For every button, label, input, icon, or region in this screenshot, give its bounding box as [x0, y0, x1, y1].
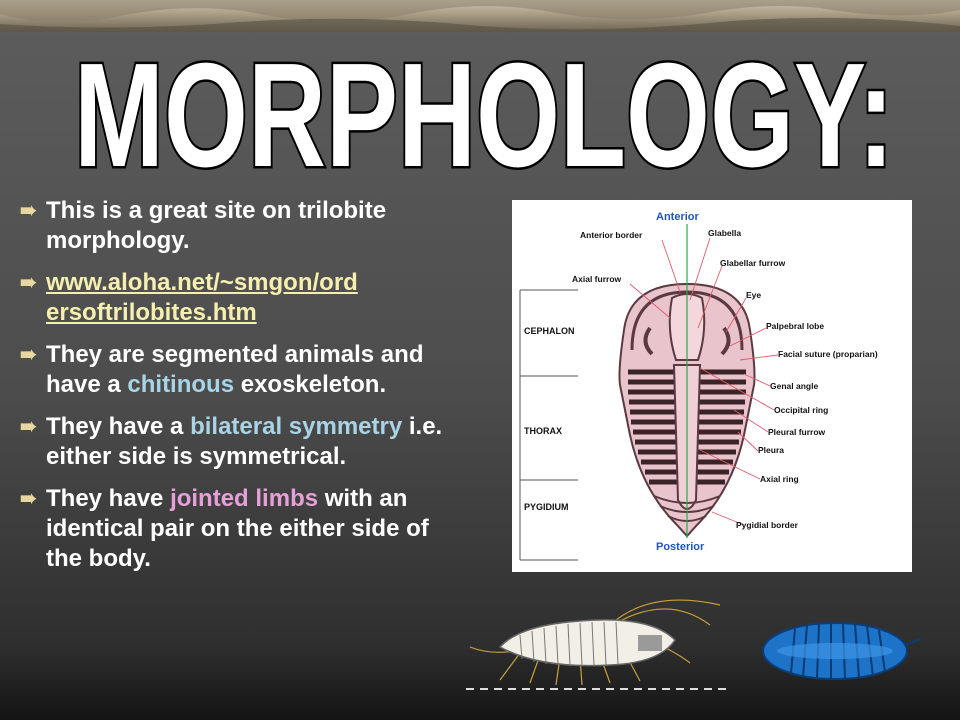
bullet-arrow-icon: ➠ [20, 272, 37, 294]
bullet-arrow-icon: ➠ [20, 344, 37, 366]
bullet-text-5-end: with an identical pair on the either side of the body. [46, 485, 429, 572]
label-anterior: Anterior [656, 211, 699, 223]
side-head-detail [638, 635, 662, 651]
highlight-chitinous: chitinous [127, 371, 235, 398]
bullet-text-3-end: exoskeleton. [234, 371, 387, 398]
bullet-item-1 [20, 196, 470, 256]
label-glabellar-furrow: Glabellar furrow [720, 258, 786, 268]
bullet-text-4-start: They have a [46, 413, 191, 440]
bullet-text-5-start: They have [46, 485, 171, 512]
label-facial-suture: Facial suture (proparian) [778, 349, 878, 359]
slide-title [64, 38, 904, 188]
label-axial-ring: Axial ring [760, 474, 799, 484]
bullet-text-3-start: They are segmented animals and have a [46, 341, 424, 398]
label-axial-furrow: Axial furrow [572, 274, 622, 284]
site-link[interactable] [46, 269, 358, 326]
bullet-item-4 [20, 412, 470, 472]
label-glabella: Glabella [708, 228, 742, 238]
site-link-line-2: ersoftrilobites.htm [46, 299, 257, 326]
highlight-jointed-limbs: jointed limbs [170, 485, 319, 512]
bullet-arrow-icon: ➠ [20, 200, 37, 222]
bullet-text-4-end: i.e. either side is symmetrical. [46, 413, 443, 470]
bullet-arrow-icon: ➠ [20, 416, 37, 438]
label-eye: Eye [746, 290, 762, 300]
label-cephalon: CEPHALON [524, 326, 575, 336]
bullet-item-3 [20, 340, 470, 400]
label-genal-angle: Genal angle [770, 381, 819, 391]
label-pygidial-border: Pygidial border [736, 520, 798, 530]
trilobite-side-view-image [460, 585, 730, 695]
rock-texture [0, 0, 960, 32]
label-pleural-furrow: Pleural furrow [768, 427, 826, 437]
bullet-item-2 [20, 268, 470, 328]
label-pleura: Pleura [758, 445, 784, 455]
site-link-line-1: www.aloha.net/~smgon/ord [46, 269, 358, 296]
highlight-bilateral-symmetry: bilateral symmetry [190, 413, 403, 440]
bullet-text-1: This is a great site on trilobite morphology. [46, 197, 387, 254]
blue-trilobite-image [755, 615, 925, 690]
label-occipital-ring: Occipital ring [774, 405, 829, 415]
label-anterior-border: Anterior border [580, 230, 643, 240]
bullet-arrow-icon: ➠ [20, 488, 37, 510]
label-posterior: Posterior [656, 541, 705, 553]
trilobite-diagram [512, 200, 912, 572]
slide-title-text: MORPHOLOGY: [74, 38, 894, 188]
header-band [0, 0, 960, 32]
bullet-list [20, 196, 470, 586]
label-thorax: THORAX [524, 426, 562, 436]
bullet-item-5 [20, 484, 470, 574]
label-pygidium: PYGIDIUM [524, 502, 569, 512]
label-palpebral-lobe: Palpebral lobe [766, 321, 825, 331]
